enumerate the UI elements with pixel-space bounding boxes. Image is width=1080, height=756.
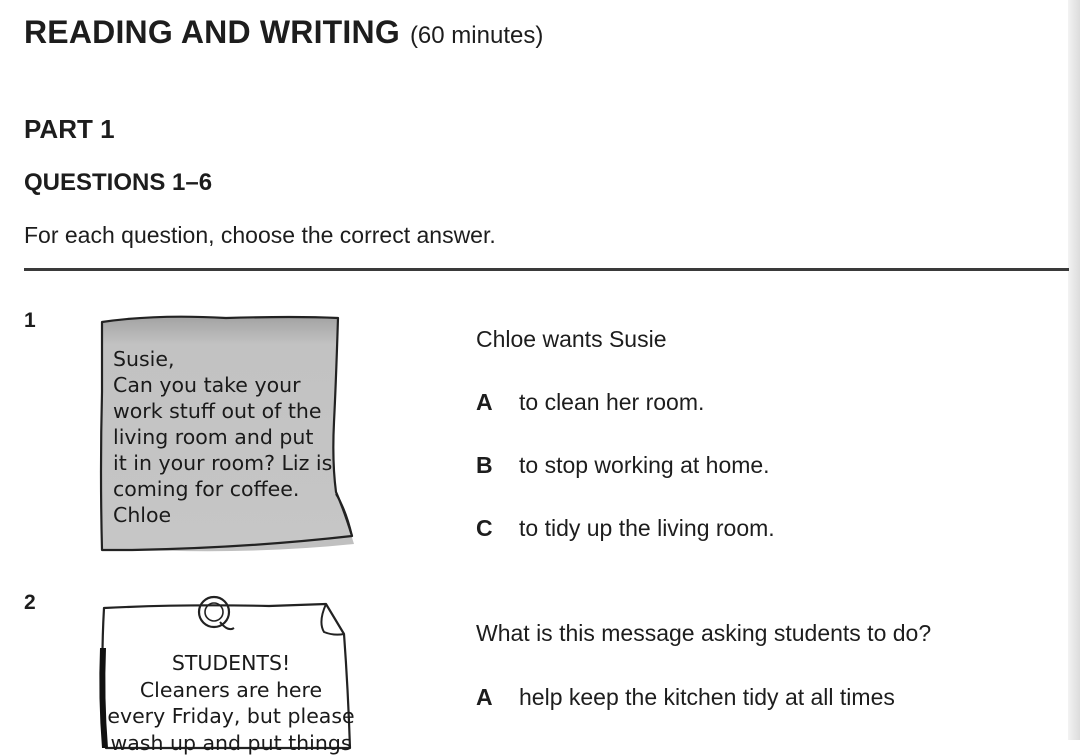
answer-option-c[interactable]: [476, 515, 775, 542]
section-title: READING AND WRITING: [24, 14, 400, 50]
question-number: 1: [24, 309, 36, 333]
answer-option-b[interactable]: [476, 452, 770, 479]
note-line: living room and put: [113, 424, 332, 450]
notice-line: STUDENTS!: [104, 650, 358, 677]
instruction-text: For each question, choose the correct answer.: [24, 222, 496, 249]
notice-line: wash up and put things: [104, 730, 358, 756]
notice-text: [104, 650, 358, 756]
option-letter: A: [476, 389, 519, 416]
option-text: to tidy up the living room.: [519, 515, 775, 541]
part-heading: PART 1: [24, 114, 115, 145]
note-line: Can you take your: [113, 372, 332, 398]
option-text: to stop working at home.: [519, 452, 770, 478]
notice-line: Cleaners are here: [104, 677, 358, 704]
section-header: [24, 14, 543, 51]
page-edge: [1068, 0, 1080, 740]
question-stem: Chloe wants Susie: [476, 326, 667, 353]
question-number: 2: [24, 591, 36, 615]
note-line: Chloe: [113, 502, 332, 528]
answer-option-a[interactable]: [476, 389, 704, 416]
question-stem: What is this message asking students to do?: [476, 620, 931, 647]
option-text: to clean her room.: [519, 389, 704, 415]
sticky-note-text: [113, 346, 332, 528]
option-letter: A: [476, 684, 519, 711]
option-letter: B: [476, 452, 519, 479]
note-line: coming for coffee.: [113, 476, 332, 502]
section-duration: (60 minutes): [410, 22, 543, 49]
note-line: it in your room? Liz is: [113, 450, 332, 476]
divider-rule: [24, 268, 1069, 271]
note-line: Susie,: [113, 346, 332, 372]
option-letter: C: [476, 515, 519, 542]
option-text: help keep the kitchen tidy at all times: [519, 684, 895, 710]
notice-line: every Friday, but please: [104, 703, 358, 730]
note-line: work stuff out of the: [113, 398, 332, 424]
answer-option-a[interactable]: [476, 684, 895, 711]
questions-heading: QUESTIONS 1–6: [24, 169, 212, 197]
